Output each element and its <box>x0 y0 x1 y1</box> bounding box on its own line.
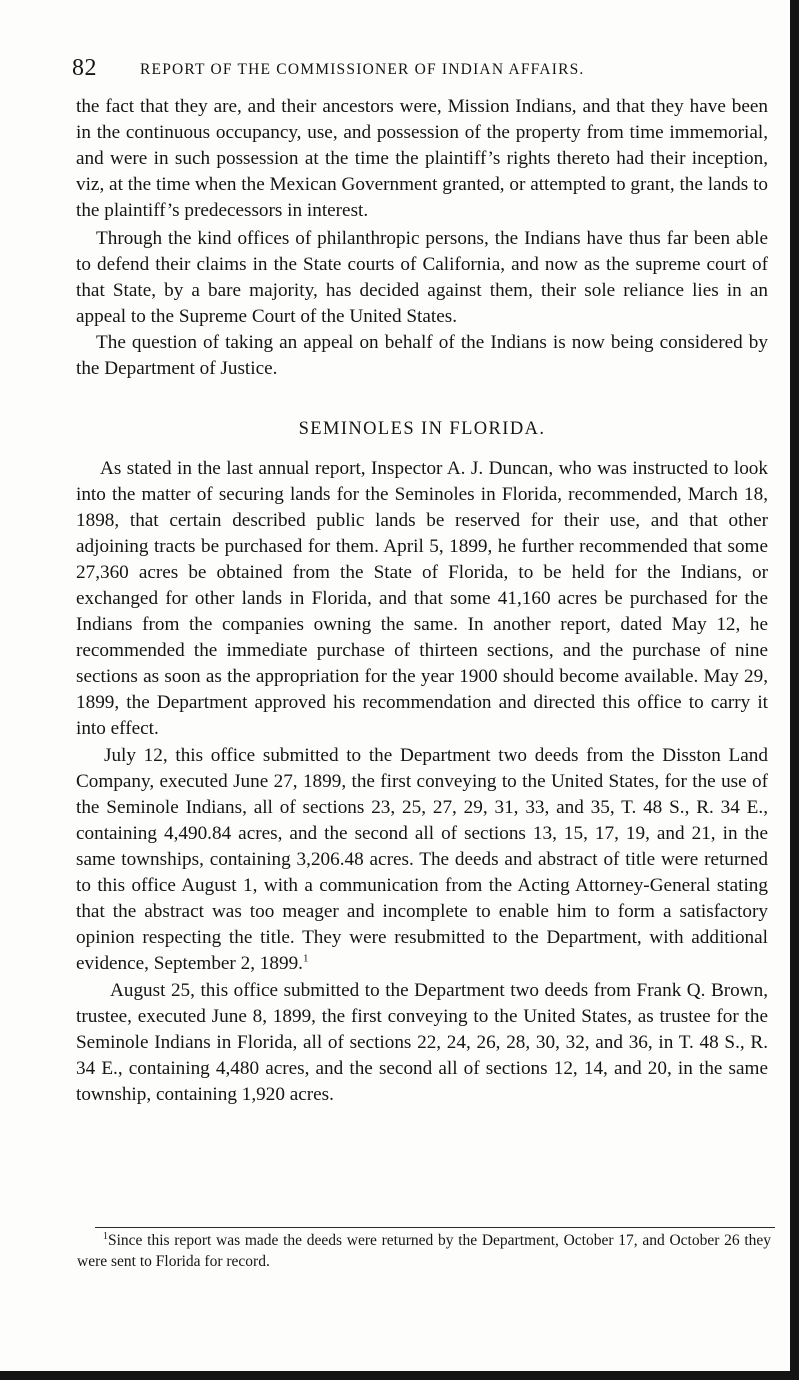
scan-border-bottom <box>0 1371 799 1380</box>
body-text <box>76 94 768 1108</box>
paragraph-intro-1: the fact that they are, and their ancestors were, Mission Indians, and that they have been in the continuous occupancy, use, and possession of the property from time immemorial, and were in such possession at the time the plaintiff’s rights thereto had their inception, viz, at the time when the Mexican Government granted, or attempted to grant, the lands to the plaintiff’s predecessors in interest. <box>76 96 768 221</box>
paragraph-seminoles-3: August 25, this office submitted to the Department two deeds from Frank Q. Brown, trustee, executed June 8, 1899, the first conveying to the United States, as trustee for the Seminole Indians in Florida, all of sections 22, 24, 26, 28, 30, 32, and 36, in T. 48 S., R. 34 E., containing 4,480 acres, and the second all of sections 12, 14, and 20, in the same township, containing 1,920 acres. <box>76 980 768 1105</box>
footnote-mark: 1 <box>103 1230 108 1242</box>
footnote-reference: 1 <box>302 952 309 965</box>
page-header <box>72 55 762 89</box>
section-heading: SEMINOLES IN FLORIDA. <box>298 419 546 439</box>
paragraph-seminoles-2-text: July 12, this office submitted to the Department two deeds from the Disston Land Company, executed June 27, 1899, the first conveying to the United States, for the use of the Seminole Indians, all of sections 23, 25, 27, 29, 31, 33, and 35, T. 48 S., R. 34 E., containing 4,490.84 acres, and the second all of sections 13, 15, 17, 19, and 21, in the same townships, containing 3,206.48 acres. The deeds and abstract of title were returned to this office August 1, with a communication from the Acting Attorney-General stating that the abstract was too meager and incomplete to enable him to form a satisfactory opinion respecting the title. They were resubmitted to the Department, with additional evidence, September 2, 1899. <box>76 745 768 974</box>
paragraph-seminoles-2 <box>76 743 768 977</box>
footnote-text: Since this report was made the deeds were returned by the Department, October 17, and October 26 they were sent to Florida for record. <box>77 1232 771 1270</box>
page-number: 82 <box>72 55 97 81</box>
scan-border-right <box>790 0 799 1380</box>
paragraph-intro-2: Through the kind offices of philanthropic persons, the Indians have thus far been able to defend their claims in the State courts of California, and now as the supreme court of that State, by a bare majority, has decided against them, their sole reliance lies in an appeal to the Supreme Court of the United States. <box>76 228 768 327</box>
footnote-divider <box>95 1227 775 1228</box>
running-head: REPORT OF THE COMMISSIONER OF INDIAN AFFAIRS. <box>140 61 585 78</box>
footnote <box>77 1230 771 1272</box>
paragraph-intro-3: The question of taking an appeal on behalf of the Indians is now being considered by the Department of Justice. <box>76 332 768 379</box>
paragraph-seminoles-1: As stated in the last annual report, Inspector A. J. Duncan, who was instructed to look into the matter of securing lands for the Seminoles in Florida, recommended, March 18, 1898, that certain described public lands be reserved for their use, and that other adjoining tracts be purchased for them. April 5, 1899, he further recommended that some 27,360 acres be obtained from the State of Florida, to be held for the Indians, or exchanged for other lands in Florida, and that some 41,160 acres be purchased for the Indians from the companies owning the same. In another report, dated May 12, he recommended the immediate purchase of thirteen sections, and the purchase of nine sections as soon as the appropriation for the year 1900 should become available. May 29, 1899, the Department approved his recommendation and directed this office to carry it into effect. <box>76 458 768 739</box>
